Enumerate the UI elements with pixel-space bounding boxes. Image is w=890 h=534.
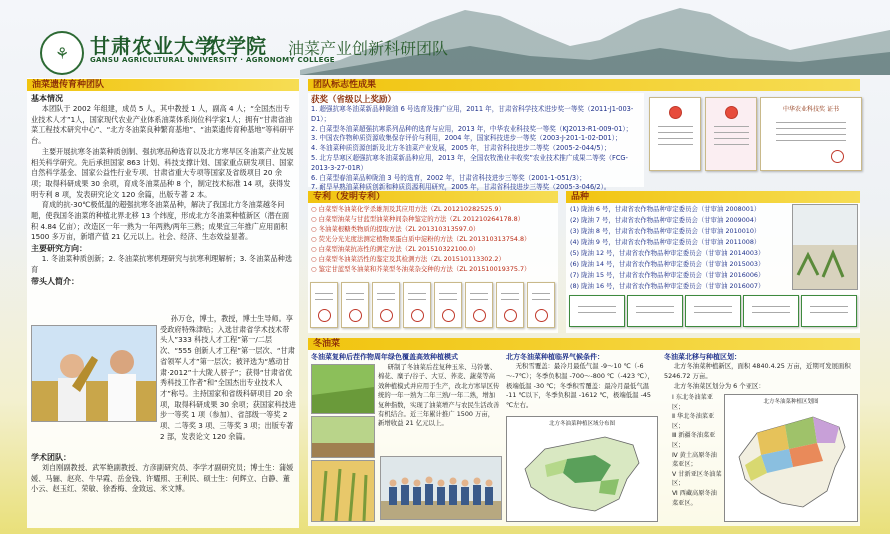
variety-certificate xyxy=(685,295,741,327)
patent-certificate xyxy=(465,282,493,328)
research-direction-text: 1. 冬油菜种质创新；2. 冬油菜抗寒机理研究与抗寒利理解析；3. 冬油菜品种选育 xyxy=(31,254,293,274)
variety-item: (5) 陇油 12 号，甘肃省农作物品种审定委员会（甘审油 2014003） xyxy=(570,249,765,257)
variety-certificate xyxy=(801,295,857,327)
zone-list xyxy=(672,393,722,508)
basic-info-p2: 主要开展抗寒冬油菜种质创制、强抗寒品种选育以及北方寒旱区冬油菜产业发展相关科学研究。先后承担国家 863 计划、科技支撑计划、国家重点研发项目、国家自然科学基金、国家公益性行业专项、甘肃省重大专项等国家及省级项目 20 余项；取得科研成果 30 余项，育成冬油菜品种 8 个，制定技术标准 14 项，获得发明专利 8 项，发表研究论文 120 余篇，出版专著 2 本。 xyxy=(31,146,294,199)
awards-heading: 获奖（省级以上奖励） xyxy=(311,95,397,105)
awards-list xyxy=(311,93,643,193)
variety-item: (3) 陇油 8 号，甘肃省农作物品种审定委员会（甘审油 2010010） xyxy=(570,227,761,235)
left-content xyxy=(31,93,295,287)
varieties-list xyxy=(570,204,780,292)
variety-item: (1) 陇油 6 号，甘肃省农作物品种审定委员会（甘审油 2008001） xyxy=(570,205,761,213)
climate-conditions-title: 北方冬油菜种植临界气候条件： xyxy=(506,353,604,361)
distribution-map xyxy=(506,416,658,522)
patent-item: ○ 白菜型冬油菜活性的鉴定及其检测方法（ZL 201510113302.2） xyxy=(311,255,505,263)
patent-item: ○ 冬油菜根糖类物质的提取方法（ZL 201310313597.0） xyxy=(311,225,480,233)
college-name-cn: 农学院 xyxy=(206,34,266,58)
variety-item: (6) 陇油 14 号，甘肃省农作物品种审定委员会（甘审油 2015003） xyxy=(570,260,765,268)
basic-info-p1: 本团队于 2002 年组建，成员 5 人，其中教授 1 人，副高 4 人；“全国杰出专业技术人才”1人，国家现代农业产业体系油菜体系岗位科学家1人；拥有“甘肃省油菜工程技术研究中心”、“北方冬油菜良种繁育基地”、“油菜遗传育种基地”等科研平台。 xyxy=(31,104,294,146)
winter-rapeseed-bar: 冬油菜 xyxy=(308,338,860,350)
zone-item: Ⅴ 甘新亚区冬油菜区； xyxy=(672,470,722,488)
certificate-label: 中华农业科技奖 证书 xyxy=(783,106,839,113)
zone-item: Ⅲ 新疆冬油菜亚区； xyxy=(672,432,716,449)
academic-team-text: 刘自刚副教授、武军艳副教授、方彦副研究员、李学才副研究员；博士生：蒲媛媛、马骊、赵亮、牛早霞、岳金钱、许耀照、王利民、硕士生：何辉立、白静、董小云、赵玉红、荣敏、徐香梅、金致远、米文博。 xyxy=(31,463,294,494)
variety-certificates xyxy=(569,293,857,329)
crop-photo xyxy=(311,460,375,522)
crop-photo xyxy=(311,364,375,414)
basic-info-heading: 基本情况 xyxy=(31,94,63,103)
zoning-title: 冬油菜北移与种植区划： xyxy=(664,353,741,361)
zone-item: Ⅵ 西藏高原冬油菜亚区。 xyxy=(672,489,717,507)
patent-certificate xyxy=(496,282,524,328)
award-item: 5. 北方旱寒区超强抗寒冬油菜新品种应用，2013 年，全国农牧渔业丰收奖”农业技术推广成果二等奖（FCG-2013-3-27-01R） xyxy=(311,153,628,172)
academic-team xyxy=(31,452,295,495)
patent-item: ○ 鉴定甘蓝型冬油菜和芥菜型冬油菜杂交种的方法（ZL 201510019375.7） xyxy=(311,265,531,273)
china-map-shape xyxy=(515,429,649,517)
variety-item: (8) 陇油 16 号，甘肃省农作物品种审定委员会（甘审油 2016007） xyxy=(570,282,765,290)
left-section-bar: 油菜遗传育种团队 xyxy=(27,79,299,91)
team-title: 油菜产业创新科研团队 xyxy=(288,39,449,58)
crop-photo xyxy=(311,416,375,458)
patent-certificate xyxy=(372,282,400,328)
leader-heading: 带头人简介： xyxy=(31,276,79,286)
research-direction-heading: 主要研究方向： xyxy=(31,244,87,254)
leader-photo xyxy=(31,325,157,422)
basic-info-p3: 育成的抗-30℃极低温的超强抗寒冬油菜品种，解决了我国北方冬油菜越冬问题，使我国冬油菜的种植北界北移 13 个纬度，形成北方冬油菜种植新区（潜在面积 4.84 亿亩）；改造区一年一熟为一年两熟/两年三熟；成果宜三年推广应用面积 1500 多万亩，新增产值 21 亿元以上。社会、经济、生态效益显著。 xyxy=(31,200,290,242)
patent-certificate xyxy=(403,282,431,328)
award-item: 6. 白菜型春油菜品种陇油 3 号的选育，2002 年，甘肃省科技进步三等奖（2001-1-051/3）； xyxy=(311,173,586,182)
award-item: 7. 耐旱早熟油菜种质创新和种质资源利用研究，2005 年，甘肃省科技进步三等奖（2005-3-046/2）。 xyxy=(311,183,611,192)
variety-item: (2) 陇油 7 号，甘肃省农作物品种审定委员会（甘审油 2009004） xyxy=(570,216,761,224)
patent-item: ○ 白菜型油菜与甘蓝型油菜种间杂种鉴定的方法（ZL 201210264178.8） xyxy=(311,215,525,223)
variety-certificate xyxy=(569,295,625,327)
award-certificate xyxy=(760,97,862,171)
patent-item: ○ 白菜型冬油菜化学杀雄剂及其应用方法（ZL 201210282525.9） xyxy=(311,205,505,213)
university-name-cn: 甘肃农业大学 xyxy=(90,34,216,58)
award-item: 1. 超强抗寒冬油菜新品种陇油 6 号选育及推广应用，2011 年，甘肃省科学技术进步奖一等奖（2011-J1-003-D1）； xyxy=(311,105,634,123)
patent-certificate xyxy=(310,282,338,328)
award-certificate xyxy=(705,97,757,171)
patent-item: ○ 荧光分光光度法测定植物果蛋白质中淀粉的方法（ZL 201310313754.8） xyxy=(311,235,531,243)
variety-certificate xyxy=(743,295,799,327)
patents-bar: 专利（发明专利） xyxy=(308,191,558,203)
results-section-bar: 团队标志性成果 xyxy=(308,79,860,91)
variety-item: (4) 陇油 9 号，甘肃省农作物品种审定委员会（甘审油 2011008） xyxy=(570,238,761,246)
patent-certificate xyxy=(341,282,369,328)
award-item: 4. 冬油菜种质资源创新及北方冬油菜产业发展，2005 年，甘肃省科技进步二等奖（2005-2-044/5）； xyxy=(311,144,611,153)
planting-model-title: 冬油菜复种后茬作物周年绿色覆盖高效种植模式 xyxy=(311,353,458,361)
academic-team-heading: 学术团队： xyxy=(31,453,71,462)
zone-item: Ⅱ 华北冬油菜亚区； xyxy=(672,413,715,430)
variety-item: (7) 陇油 15 号，甘肃省农作物品种审定委员会（甘审油 2016006） xyxy=(570,271,765,279)
variety-certificate xyxy=(627,295,683,327)
patent-certificate xyxy=(434,282,462,328)
varieties-bar: 品种 xyxy=(566,191,860,203)
patents-list xyxy=(311,204,557,274)
field-photo xyxy=(792,204,858,290)
map-title: 北方冬油菜种植区划图 xyxy=(763,399,819,405)
china-zoning-shape xyxy=(731,409,851,517)
zone-item: Ⅳ 黄土高原冬油菜亚区； xyxy=(672,451,717,469)
planting-model-text: 研制了冬油菜后茬复种玉米、马铃薯、棉花、糜子/谷子、大豆、荞麦、蔬菜等高效种植模式并应用于生产，改北方寒旱区传统的一年一熟为二年三熟/一年二熟，增加复种指数，实现了油菜增产与农民生活改善有机结合。近三年累计推广 1500 万亩，新增收益 21 亿元以上。 xyxy=(378,363,500,428)
zoning-text-1: 北方冬油菜种植新区，面积 4840.4.25 万亩，近期可发展面积 5246.72 万亩。 xyxy=(664,362,851,380)
university-logo: ⚘ xyxy=(40,31,84,75)
leader-intro: 孙万仓，博士，教授，博士生导师。享受政府特殊津贴；入选甘肃省学术技术带头人”333 科技人才工程”第一/二层次、“555 创新人才工程”第一层次、“甘肃省领军人才”第一层次；被评选为“感动甘肃·2012”十大陇人骄子”；获得“甘肃省优秀科技工作者”和“全国杰出专业技术人才”称号。主持国家和省级科研项目 20 余项，取得科研成果 30 余项；获国家科技进步一等奖 1 项（参加）、省部级一等奖 2 项、二等奖 3 项、三等奖 3 项；出版专著 2 部，发表论文 120 余篇。 xyxy=(160,314,296,441)
team-group-photo xyxy=(380,456,502,520)
climate-conditions-text: 无积雪覆盖：最冷月最低气温 -9～10 ℃（-6～-7℃）；冬季负积温 -700～-800 ℃（-423 ℃），极端低温 -30 ℃；冬季积雪覆盖：最冷月最低气温 -11 ℃以下，冬季负积温 -1612 ℃，极端低温 -45 ℃左右。 xyxy=(506,362,654,410)
patent-certificates xyxy=(310,282,556,330)
award-item: 3. 中国农作物种质资源收集保存评价与利用，2004 年，国家科技进步一等奖（2003-J-201-1-02-D01）； xyxy=(311,134,622,143)
patent-certificate xyxy=(527,282,555,328)
zoning-map xyxy=(724,394,858,522)
award-certificate xyxy=(649,97,701,171)
zone-item: Ⅰ 东北冬油菜亚区； xyxy=(672,394,713,411)
patent-item: ○ 白菜型油菜抗冻性的测定方法（ZL 201510322100.0） xyxy=(311,245,480,253)
map-title: 北方冬油菜种植区域分布图 xyxy=(548,421,615,427)
zoning-text-2: 北方冬油菜区划分为 6 个亚区： xyxy=(673,382,765,390)
header xyxy=(0,0,890,74)
university-name-en: GANSU AGRICULTURAL UNIVERSITY · AGRONOMY COLLEGE xyxy=(90,56,335,64)
award-item: 2. 白菜型冬油菜超强抗寒系列品种的选育与应用，2013 年，中华农业科技奖一等奖（KJ2013-R1-009-01）； xyxy=(311,124,633,133)
